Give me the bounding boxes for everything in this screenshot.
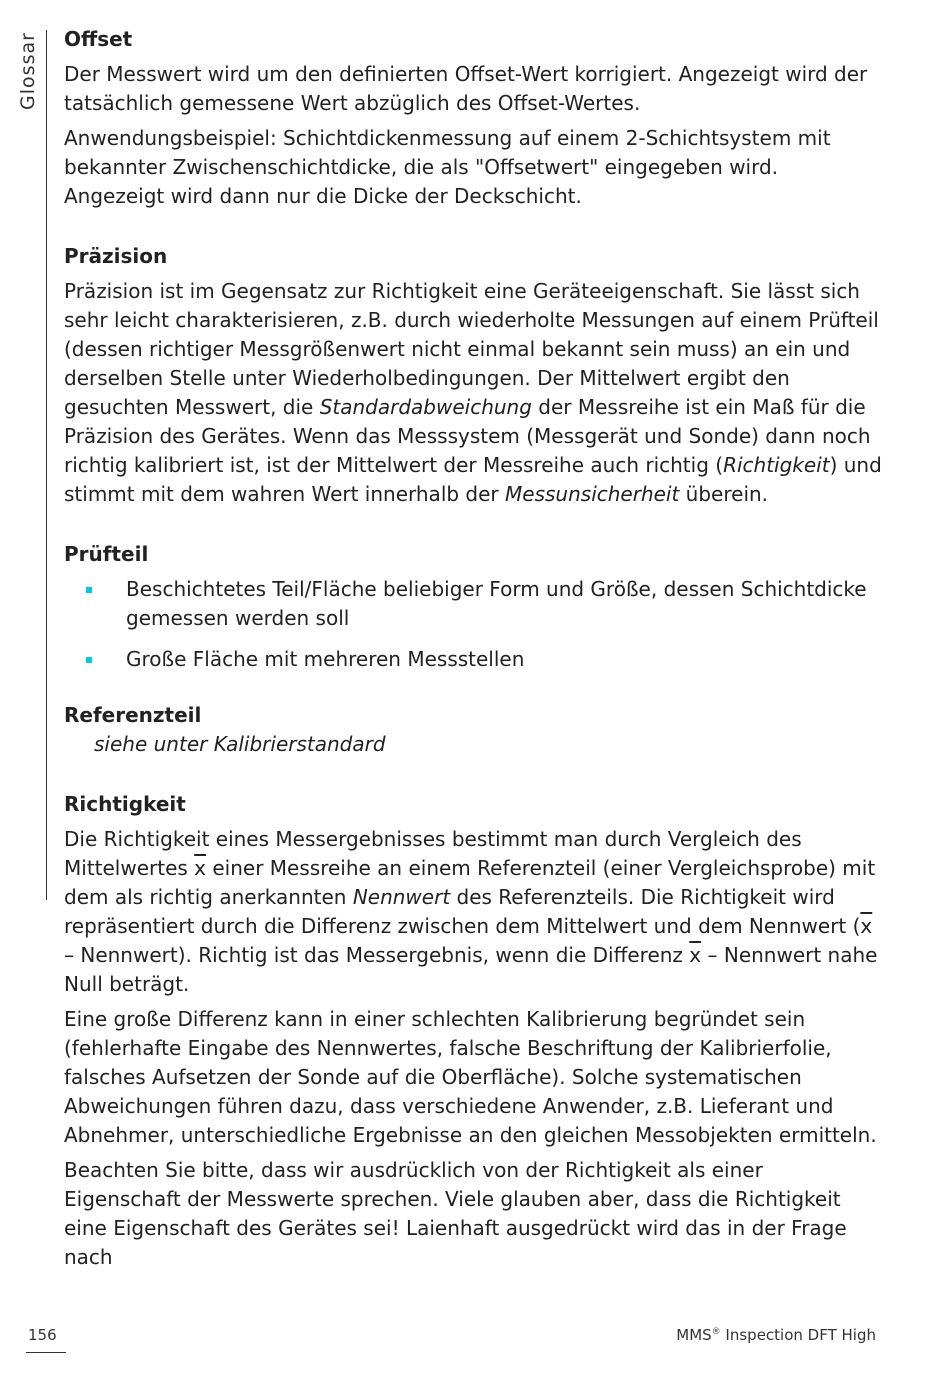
bullet-icon (86, 657, 92, 663)
offset-paragraph-1: Der Messwert wird um den definierten Offset-Wert korrigiert. Angezeigt wird der tatsächlich gemessene Wert abzüglich des Offset-Wertes. (64, 62, 868, 115)
page-number: 156 (28, 1326, 57, 1344)
section-pruefteil (64, 539, 884, 674)
richtigkeit-paragraph-2: Eine große Differenz kann in einer schlechten Kalibrierung begründet sein (fehlerhafte Eingabe des Nennwertes, falsche Beschriftung der Kalibrierfolie, falsches Aufsetzen der Sonde auf die Oberfläche). Solche systematischen Abweichungen führen dazu, dass verschiedene Anwender, z.B. Lieferant und Abnehmer, unterschiedliche Ergebnisse an den gleichen Messobjekten ermitteln. (64, 1007, 877, 1147)
heading-offset: Offset (64, 27, 133, 51)
praezision-paragraph: Präzision ist im Gegensatz zur Richtigkeit eine Geräteeigenschaft. Sie lässt sich sehr leicht charakterisieren, z.B. durch wiederholte Messungen auf einem Prüfteil (dessen richtiger Messgrößenwert nicht einmal bekannt sein muss) an ein und derselben Stelle unter Wiederholbedingungen. Der Mittelwert ergibt den gesuchten Messwert, die Standardabweichung der Messreihe ist ein Maß für die Präzision des Gerätes. Wenn das Messsystem (Messgerät und Sonde) dann noch richtig kalibriert ist, ist der Mittelwert der Messreihe auch richtig (Richtigkeit) und stimmt mit dem wahren Wert innerhalb der Messunsicherheit überein. (64, 279, 882, 506)
section-offset (64, 24, 884, 211)
term-richtigkeit: Richtigkeit (723, 453, 830, 477)
section-praezision (64, 241, 884, 509)
heading-praezision: Präzision (64, 244, 168, 268)
pruefteil-list (64, 575, 884, 674)
footer-rule (26, 1352, 66, 1353)
section-richtigkeit (64, 789, 884, 1272)
referenzteil-see-also: siehe unter Kalibrierstandard (94, 732, 386, 756)
section-referenzteil (64, 700, 884, 759)
term-nennwert: Nennwert (352, 885, 451, 909)
mean-symbol: $\overline{x}$ (194, 856, 207, 880)
product-name: MMS® Inspection DFT High (676, 1326, 876, 1344)
offset-paragraph-2: Anwendungsbeispiel: Schichtdickenmessung auf einem 2-Schichtsystem mit bekannter Zwischenschichtdicke, die als "Offsetwert" eingegeben wird. Angezeigt wird dann nur die Dicke der Deckschicht. (64, 126, 831, 208)
side-label-text: Glossar (17, 32, 39, 110)
heading-pruefteil: Prüfteil (64, 542, 149, 566)
mean-symbol: $\overline{x}$ (689, 943, 702, 967)
mean-symbol: $\overline{x}$ (860, 914, 873, 938)
richtigkeit-paragraph-3: Beachten Sie bitte, dass wir ausdrücklich von der Richtigkeit als einer Eigenschaft der Messwerte sprechen. Viele glauben aber, dass die Richtigkeit eine Eigenschaft des Gerätes sei! Laienhaft ausgedrückt wird das in der Frage nach (64, 1158, 847, 1269)
page-content (64, 24, 884, 1272)
bullet-icon (86, 587, 92, 593)
term-messunsicherheit: Messunsicherheit (505, 482, 680, 506)
list-item: Beschichtetes Teil/Fläche beliebiger Form und Größe, dessen Schichtdicke gemessen werden soll (64, 575, 884, 633)
heading-referenzteil: Referenzteil (64, 703, 202, 727)
side-label (8, 30, 48, 120)
term-standardabweichung: Standardabweichung (319, 395, 532, 419)
richtigkeit-paragraph-1: Die Richtigkeit eines Messergebnisses bestimmt man durch Vergleich des Mittelwertes $\overline{x}$ einer Messreihe an einem Referenzteil (einer Vergleichsprobe) mit dem als richtig anerkannten Nennwert des Referenzteils. Die Richtigkeit wird repräsentiert durch die Differenz zwischen dem Mittelwert und dem Nennwert ($\overline{x}$ – Nennwert). Richtig ist das Messergebnis, wenn die Differenz $\overline{x}$ – Nennwert nahe Null beträgt. (64, 827, 878, 996)
heading-richtigkeit: Richtigkeit (64, 792, 186, 816)
side-rule (46, 30, 47, 900)
list-item: Große Fläche mit mehreren Messstellen (64, 645, 884, 674)
